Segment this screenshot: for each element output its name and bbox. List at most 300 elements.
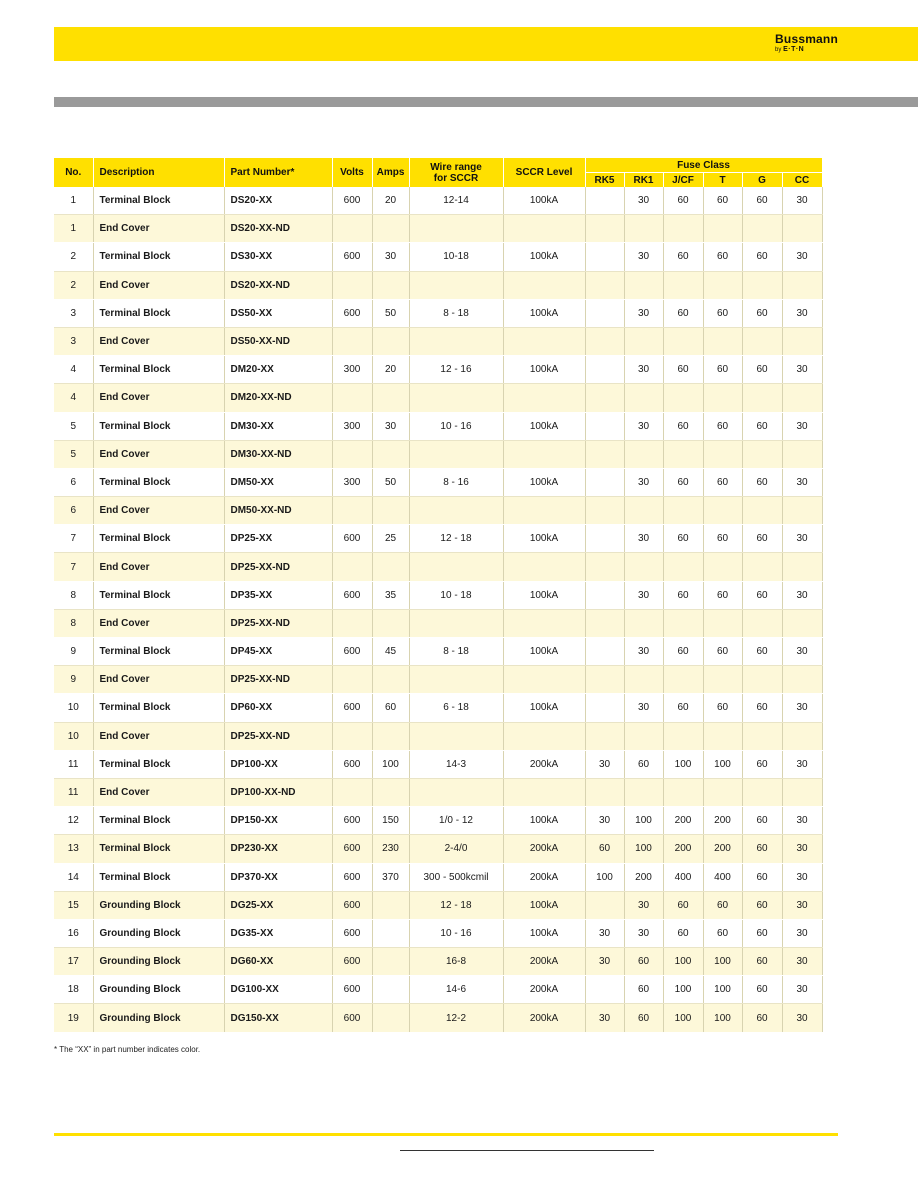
cell-sccr-level: 200kA <box>503 863 585 891</box>
cell-g: 60 <box>742 919 782 947</box>
cell-description: Terminal Block <box>93 638 224 666</box>
cell-wire-range: 12 - 16 <box>409 356 503 384</box>
cell-part-number: DS20-XX-ND <box>224 215 332 243</box>
cell-no: 8 <box>54 609 93 637</box>
cell-description: Terminal Block <box>93 412 224 440</box>
cell-rk1: 200 <box>624 863 663 891</box>
cell-jcf: 60 <box>663 468 703 496</box>
cell-rk1: 30 <box>624 694 663 722</box>
cell-part-number: DP150-XX <box>224 807 332 835</box>
cell-volts: 600 <box>332 976 372 1004</box>
cell-no: 6 <box>54 468 93 496</box>
table-row <box>54 976 822 1004</box>
cell-volts <box>332 327 372 355</box>
cell-amps: 100 <box>372 750 409 778</box>
cell-amps <box>372 778 409 806</box>
col-rk1: RK1 <box>624 173 663 188</box>
table-row <box>54 271 822 299</box>
table-row <box>54 609 822 637</box>
cell-amps <box>372 215 409 243</box>
cell-rk5: 30 <box>585 750 624 778</box>
cell-amps <box>372 384 409 412</box>
cell-part-number: DP25-XX-ND <box>224 553 332 581</box>
cell-part-number: DP25-XX-ND <box>224 722 332 750</box>
cell-rk5 <box>585 243 624 271</box>
cell-rk5 <box>585 638 624 666</box>
cell-g <box>742 666 782 694</box>
cell-cc: 30 <box>782 948 822 976</box>
cell-cc: 30 <box>782 1004 822 1032</box>
cell-cc: 30 <box>782 750 822 778</box>
cell-t: 200 <box>703 807 742 835</box>
cell-jcf <box>663 553 703 581</box>
cell-cc: 30 <box>782 919 822 947</box>
cell-amps: 370 <box>372 863 409 891</box>
cell-rk1 <box>624 778 663 806</box>
cell-jcf: 60 <box>663 525 703 553</box>
cell-part-number: DP45-XX <box>224 638 332 666</box>
cell-wire-range: 10 - 16 <box>409 919 503 947</box>
cell-rk1: 30 <box>624 187 663 215</box>
table-row <box>54 553 822 581</box>
cell-amps <box>372 666 409 694</box>
cell-wire-range: 10 - 18 <box>409 581 503 609</box>
cell-part-number: DG100-XX <box>224 976 332 1004</box>
cell-rk5 <box>585 356 624 384</box>
cell-amps <box>372 440 409 468</box>
cell-cc <box>782 384 822 412</box>
cell-t: 60 <box>703 919 742 947</box>
cell-g <box>742 722 782 750</box>
cell-g: 60 <box>742 412 782 440</box>
cell-wire-range: 12 - 18 <box>409 891 503 919</box>
cell-cc <box>782 666 822 694</box>
cell-volts: 600 <box>332 187 372 215</box>
cell-wire-range <box>409 553 503 581</box>
cell-rk1: 30 <box>624 468 663 496</box>
cell-cc <box>782 327 822 355</box>
cell-no: 11 <box>54 778 93 806</box>
cell-sccr-level <box>503 609 585 637</box>
cell-g: 60 <box>742 468 782 496</box>
col-wire-range: Wire range for SCCR <box>409 158 503 187</box>
cell-volts: 600 <box>332 638 372 666</box>
cell-cc: 30 <box>782 581 822 609</box>
cell-jcf <box>663 778 703 806</box>
cell-jcf: 60 <box>663 243 703 271</box>
cell-sccr-level: 200kA <box>503 1004 585 1032</box>
cell-description: Terminal Block <box>93 581 224 609</box>
cell-wire-range: 10-18 <box>409 243 503 271</box>
cell-part-number: DP100-XX <box>224 750 332 778</box>
cell-wire-range: 14-3 <box>409 750 503 778</box>
cell-sccr-level: 100kA <box>503 581 585 609</box>
cell-description: End Cover <box>93 440 224 468</box>
cell-rk1 <box>624 666 663 694</box>
cell-g <box>742 271 782 299</box>
cell-wire-range: 2-4/0 <box>409 835 503 863</box>
cell-t: 60 <box>703 243 742 271</box>
cell-wire-range <box>409 609 503 637</box>
cell-t: 60 <box>703 299 742 327</box>
cell-description: Terminal Block <box>93 299 224 327</box>
cell-rk1 <box>624 553 663 581</box>
cell-t <box>703 327 742 355</box>
cell-wire-range: 12 - 18 <box>409 525 503 553</box>
cell-wire-range: 1/0 - 12 <box>409 807 503 835</box>
cell-jcf <box>663 497 703 525</box>
cell-sccr-level: 100kA <box>503 891 585 919</box>
cell-sccr-level <box>503 271 585 299</box>
cell-sccr-level: 200kA <box>503 948 585 976</box>
cell-volts: 600 <box>332 750 372 778</box>
cell-description: Grounding Block <box>93 976 224 1004</box>
cell-part-number: DG25-XX <box>224 891 332 919</box>
cell-rk5: 100 <box>585 863 624 891</box>
cell-rk5 <box>585 525 624 553</box>
cell-jcf <box>663 215 703 243</box>
cell-volts: 600 <box>332 891 372 919</box>
cell-g: 60 <box>742 299 782 327</box>
cell-no: 18 <box>54 976 93 1004</box>
cell-cc <box>782 440 822 468</box>
cell-sccr-level: 100kA <box>503 468 585 496</box>
cell-amps <box>372 948 409 976</box>
cell-t: 400 <box>703 863 742 891</box>
cell-g: 60 <box>742 807 782 835</box>
cell-t: 60 <box>703 638 742 666</box>
cell-jcf: 60 <box>663 694 703 722</box>
cell-g: 60 <box>742 976 782 1004</box>
cell-part-number: DM50-XX <box>224 468 332 496</box>
table-row <box>54 722 822 750</box>
table-row <box>54 807 822 835</box>
cell-cc: 30 <box>782 891 822 919</box>
cell-volts: 600 <box>332 919 372 947</box>
cell-rk5: 30 <box>585 1004 624 1032</box>
cell-rk5 <box>585 891 624 919</box>
col-jcf: J/CF <box>663 173 703 188</box>
cell-wire-range <box>409 666 503 694</box>
cell-amps: 50 <box>372 299 409 327</box>
cell-jcf <box>663 666 703 694</box>
table-row <box>54 666 822 694</box>
cell-t: 100 <box>703 976 742 1004</box>
col-description: Description <box>93 158 224 187</box>
cell-jcf: 200 <box>663 835 703 863</box>
cell-g: 60 <box>742 694 782 722</box>
cell-wire-range: 8 - 18 <box>409 299 503 327</box>
table-row <box>54 638 822 666</box>
cell-wire-range <box>409 778 503 806</box>
cell-part-number: DG150-XX <box>224 1004 332 1032</box>
cell-cc <box>782 271 822 299</box>
table-row <box>54 243 822 271</box>
cell-jcf <box>663 609 703 637</box>
cell-cc <box>782 778 822 806</box>
cell-rk1: 30 <box>624 356 663 384</box>
cell-description: Terminal Block <box>93 807 224 835</box>
cell-rk5 <box>585 497 624 525</box>
cell-volts: 600 <box>332 807 372 835</box>
cell-volts <box>332 722 372 750</box>
cell-sccr-level <box>503 215 585 243</box>
cell-t <box>703 440 742 468</box>
cell-rk5: 30 <box>585 919 624 947</box>
cell-g: 60 <box>742 948 782 976</box>
cell-description: Grounding Block <box>93 1004 224 1032</box>
cell-volts: 600 <box>332 694 372 722</box>
cell-amps <box>372 327 409 355</box>
cell-description: Grounding Block <box>93 891 224 919</box>
cell-wire-range: 8 - 18 <box>409 638 503 666</box>
cell-rk1: 30 <box>624 525 663 553</box>
header-banner <box>54 27 918 61</box>
cell-sccr-level: 100kA <box>503 919 585 947</box>
cell-amps <box>372 271 409 299</box>
cell-description: Terminal Block <box>93 694 224 722</box>
cell-cc: 30 <box>782 356 822 384</box>
cell-no: 13 <box>54 835 93 863</box>
cell-cc: 30 <box>782 187 822 215</box>
table-row <box>54 750 822 778</box>
cell-sccr-level: 100kA <box>503 638 585 666</box>
cell-description: End Cover <box>93 553 224 581</box>
cell-rk5 <box>585 271 624 299</box>
cell-rk1: 30 <box>624 243 663 271</box>
cell-part-number: DM50-XX-ND <box>224 497 332 525</box>
cell-description: Terminal Block <box>93 525 224 553</box>
cell-rk1 <box>624 384 663 412</box>
cell-amps <box>372 722 409 750</box>
cell-rk1: 30 <box>624 891 663 919</box>
cell-rk1 <box>624 215 663 243</box>
cell-description: End Cover <box>93 609 224 637</box>
cell-wire-range: 14-6 <box>409 976 503 1004</box>
cell-amps: 50 <box>372 468 409 496</box>
table-row <box>54 525 822 553</box>
cell-volts <box>332 497 372 525</box>
cell-rk5: 60 <box>585 835 624 863</box>
parts-table <box>54 158 823 1033</box>
cell-t: 60 <box>703 891 742 919</box>
cell-amps: 20 <box>372 356 409 384</box>
cell-volts <box>332 553 372 581</box>
cell-no: 17 <box>54 948 93 976</box>
cell-description: End Cover <box>93 778 224 806</box>
cell-t <box>703 271 742 299</box>
cell-part-number: DG60-XX <box>224 948 332 976</box>
cell-g <box>742 778 782 806</box>
cell-t: 100 <box>703 750 742 778</box>
cell-cc: 30 <box>782 638 822 666</box>
cell-g: 60 <box>742 863 782 891</box>
cell-cc: 30 <box>782 468 822 496</box>
cell-cc: 30 <box>782 525 822 553</box>
cell-cc <box>782 553 822 581</box>
cell-t <box>703 666 742 694</box>
cell-jcf: 100 <box>663 948 703 976</box>
cell-amps: 35 <box>372 581 409 609</box>
cell-g <box>742 327 782 355</box>
cell-volts: 300 <box>332 356 372 384</box>
cell-wire-range: 16-8 <box>409 948 503 976</box>
cell-cc <box>782 215 822 243</box>
cell-sccr-level: 100kA <box>503 694 585 722</box>
table-row <box>54 440 822 468</box>
cell-volts: 600 <box>332 863 372 891</box>
cell-sccr-level: 200kA <box>503 835 585 863</box>
col-sccr-level: SCCR Level <box>503 158 585 187</box>
col-part-number: Part Number* <box>224 158 332 187</box>
cell-t <box>703 497 742 525</box>
cell-amps <box>372 553 409 581</box>
cell-rk1 <box>624 327 663 355</box>
cell-wire-range: 12-14 <box>409 187 503 215</box>
cell-part-number: DM30-XX <box>224 412 332 440</box>
cell-sccr-level: 100kA <box>503 412 585 440</box>
cell-g <box>742 553 782 581</box>
cell-rk5 <box>585 384 624 412</box>
cell-no: 9 <box>54 666 93 694</box>
cell-part-number: DS50-XX-ND <box>224 327 332 355</box>
cell-no: 12 <box>54 807 93 835</box>
cell-part-number: DP60-XX <box>224 694 332 722</box>
cell-sccr-level: 100kA <box>503 243 585 271</box>
cell-sccr-level: 200kA <box>503 750 585 778</box>
cell-wire-range <box>409 440 503 468</box>
table-row <box>54 948 822 976</box>
cell-wire-range <box>409 384 503 412</box>
cell-jcf: 100 <box>663 1004 703 1032</box>
cell-amps: 230 <box>372 835 409 863</box>
cell-no: 2 <box>54 271 93 299</box>
col-rk5: RK5 <box>585 173 624 188</box>
cell-cc: 30 <box>782 863 822 891</box>
cell-rk5 <box>585 215 624 243</box>
cell-rk1: 30 <box>624 412 663 440</box>
cell-description: End Cover <box>93 215 224 243</box>
cell-rk1 <box>624 271 663 299</box>
cell-rk5 <box>585 299 624 327</box>
cell-t <box>703 722 742 750</box>
cell-rk1: 30 <box>624 919 663 947</box>
cell-sccr-level: 100kA <box>503 187 585 215</box>
cell-part-number: DP35-XX <box>224 581 332 609</box>
cell-description: Terminal Block <box>93 750 224 778</box>
footer-center-line <box>400 1150 654 1151</box>
cell-sccr-level: 100kA <box>503 299 585 327</box>
cell-wire-range <box>409 271 503 299</box>
cell-volts <box>332 384 372 412</box>
cell-wire-range <box>409 327 503 355</box>
cell-no: 3 <box>54 327 93 355</box>
cell-rk1: 30 <box>624 299 663 327</box>
cell-t: 200 <box>703 835 742 863</box>
brand-subline <box>775 46 838 54</box>
cell-cc: 30 <box>782 976 822 1004</box>
footer-rule <box>54 1133 838 1136</box>
cell-jcf <box>663 722 703 750</box>
cell-no: 10 <box>54 722 93 750</box>
table-row <box>54 356 822 384</box>
cell-no: 11 <box>54 750 93 778</box>
cell-amps <box>372 919 409 947</box>
cell-no: 3 <box>54 299 93 327</box>
cell-sccr-level: 100kA <box>503 525 585 553</box>
cell-part-number: DS30-XX <box>224 243 332 271</box>
cell-jcf: 60 <box>663 299 703 327</box>
cell-sccr-level <box>503 553 585 581</box>
cell-cc: 30 <box>782 694 822 722</box>
cell-jcf: 60 <box>663 412 703 440</box>
table-row <box>54 891 822 919</box>
cell-rk1: 60 <box>624 750 663 778</box>
table-row <box>54 581 822 609</box>
cell-sccr-level <box>503 722 585 750</box>
brand-sub-prefix: by <box>775 47 782 53</box>
col-fuse-class: Fuse Class <box>585 158 822 173</box>
table-row <box>54 835 822 863</box>
table-row <box>54 778 822 806</box>
cell-g: 60 <box>742 356 782 384</box>
cell-no: 7 <box>54 525 93 553</box>
cell-description: Grounding Block <box>93 919 224 947</box>
cell-g <box>742 497 782 525</box>
cell-amps <box>372 609 409 637</box>
cell-rk1: 60 <box>624 948 663 976</box>
col-t: T <box>703 173 742 188</box>
cell-amps: 60 <box>372 694 409 722</box>
cell-rk1: 60 <box>624 976 663 1004</box>
cell-volts: 600 <box>332 835 372 863</box>
cell-part-number: DP100-XX-ND <box>224 778 332 806</box>
cell-rk1 <box>624 440 663 468</box>
cell-no: 15 <box>54 891 93 919</box>
cell-amps: 150 <box>372 807 409 835</box>
cell-jcf: 60 <box>663 356 703 384</box>
table-row <box>54 327 822 355</box>
cell-no: 8 <box>54 581 93 609</box>
cell-wire-range <box>409 497 503 525</box>
cell-jcf: 60 <box>663 919 703 947</box>
cell-sccr-level <box>503 497 585 525</box>
cell-volts: 600 <box>332 1004 372 1032</box>
cell-t: 60 <box>703 694 742 722</box>
table-row <box>54 863 822 891</box>
cell-no: 16 <box>54 919 93 947</box>
cell-sccr-level <box>503 440 585 468</box>
cell-g: 60 <box>742 835 782 863</box>
cell-wire-range: 12-2 <box>409 1004 503 1032</box>
cell-no: 2 <box>54 243 93 271</box>
cell-rk5 <box>585 976 624 1004</box>
cell-no: 6 <box>54 497 93 525</box>
cell-rk1: 30 <box>624 581 663 609</box>
cell-amps: 20 <box>372 187 409 215</box>
cell-description: End Cover <box>93 722 224 750</box>
cell-no: 9 <box>54 638 93 666</box>
col-amps: Amps <box>372 158 409 187</box>
table-row <box>54 299 822 327</box>
cell-no: 1 <box>54 187 93 215</box>
cell-no: 5 <box>54 440 93 468</box>
cell-sccr-level: 200kA <box>503 976 585 1004</box>
cell-part-number: DM30-XX-ND <box>224 440 332 468</box>
cell-volts <box>332 271 372 299</box>
col-g: G <box>742 173 782 188</box>
table-footnote: * The “XX” in part number indicates color. <box>54 1045 201 1054</box>
